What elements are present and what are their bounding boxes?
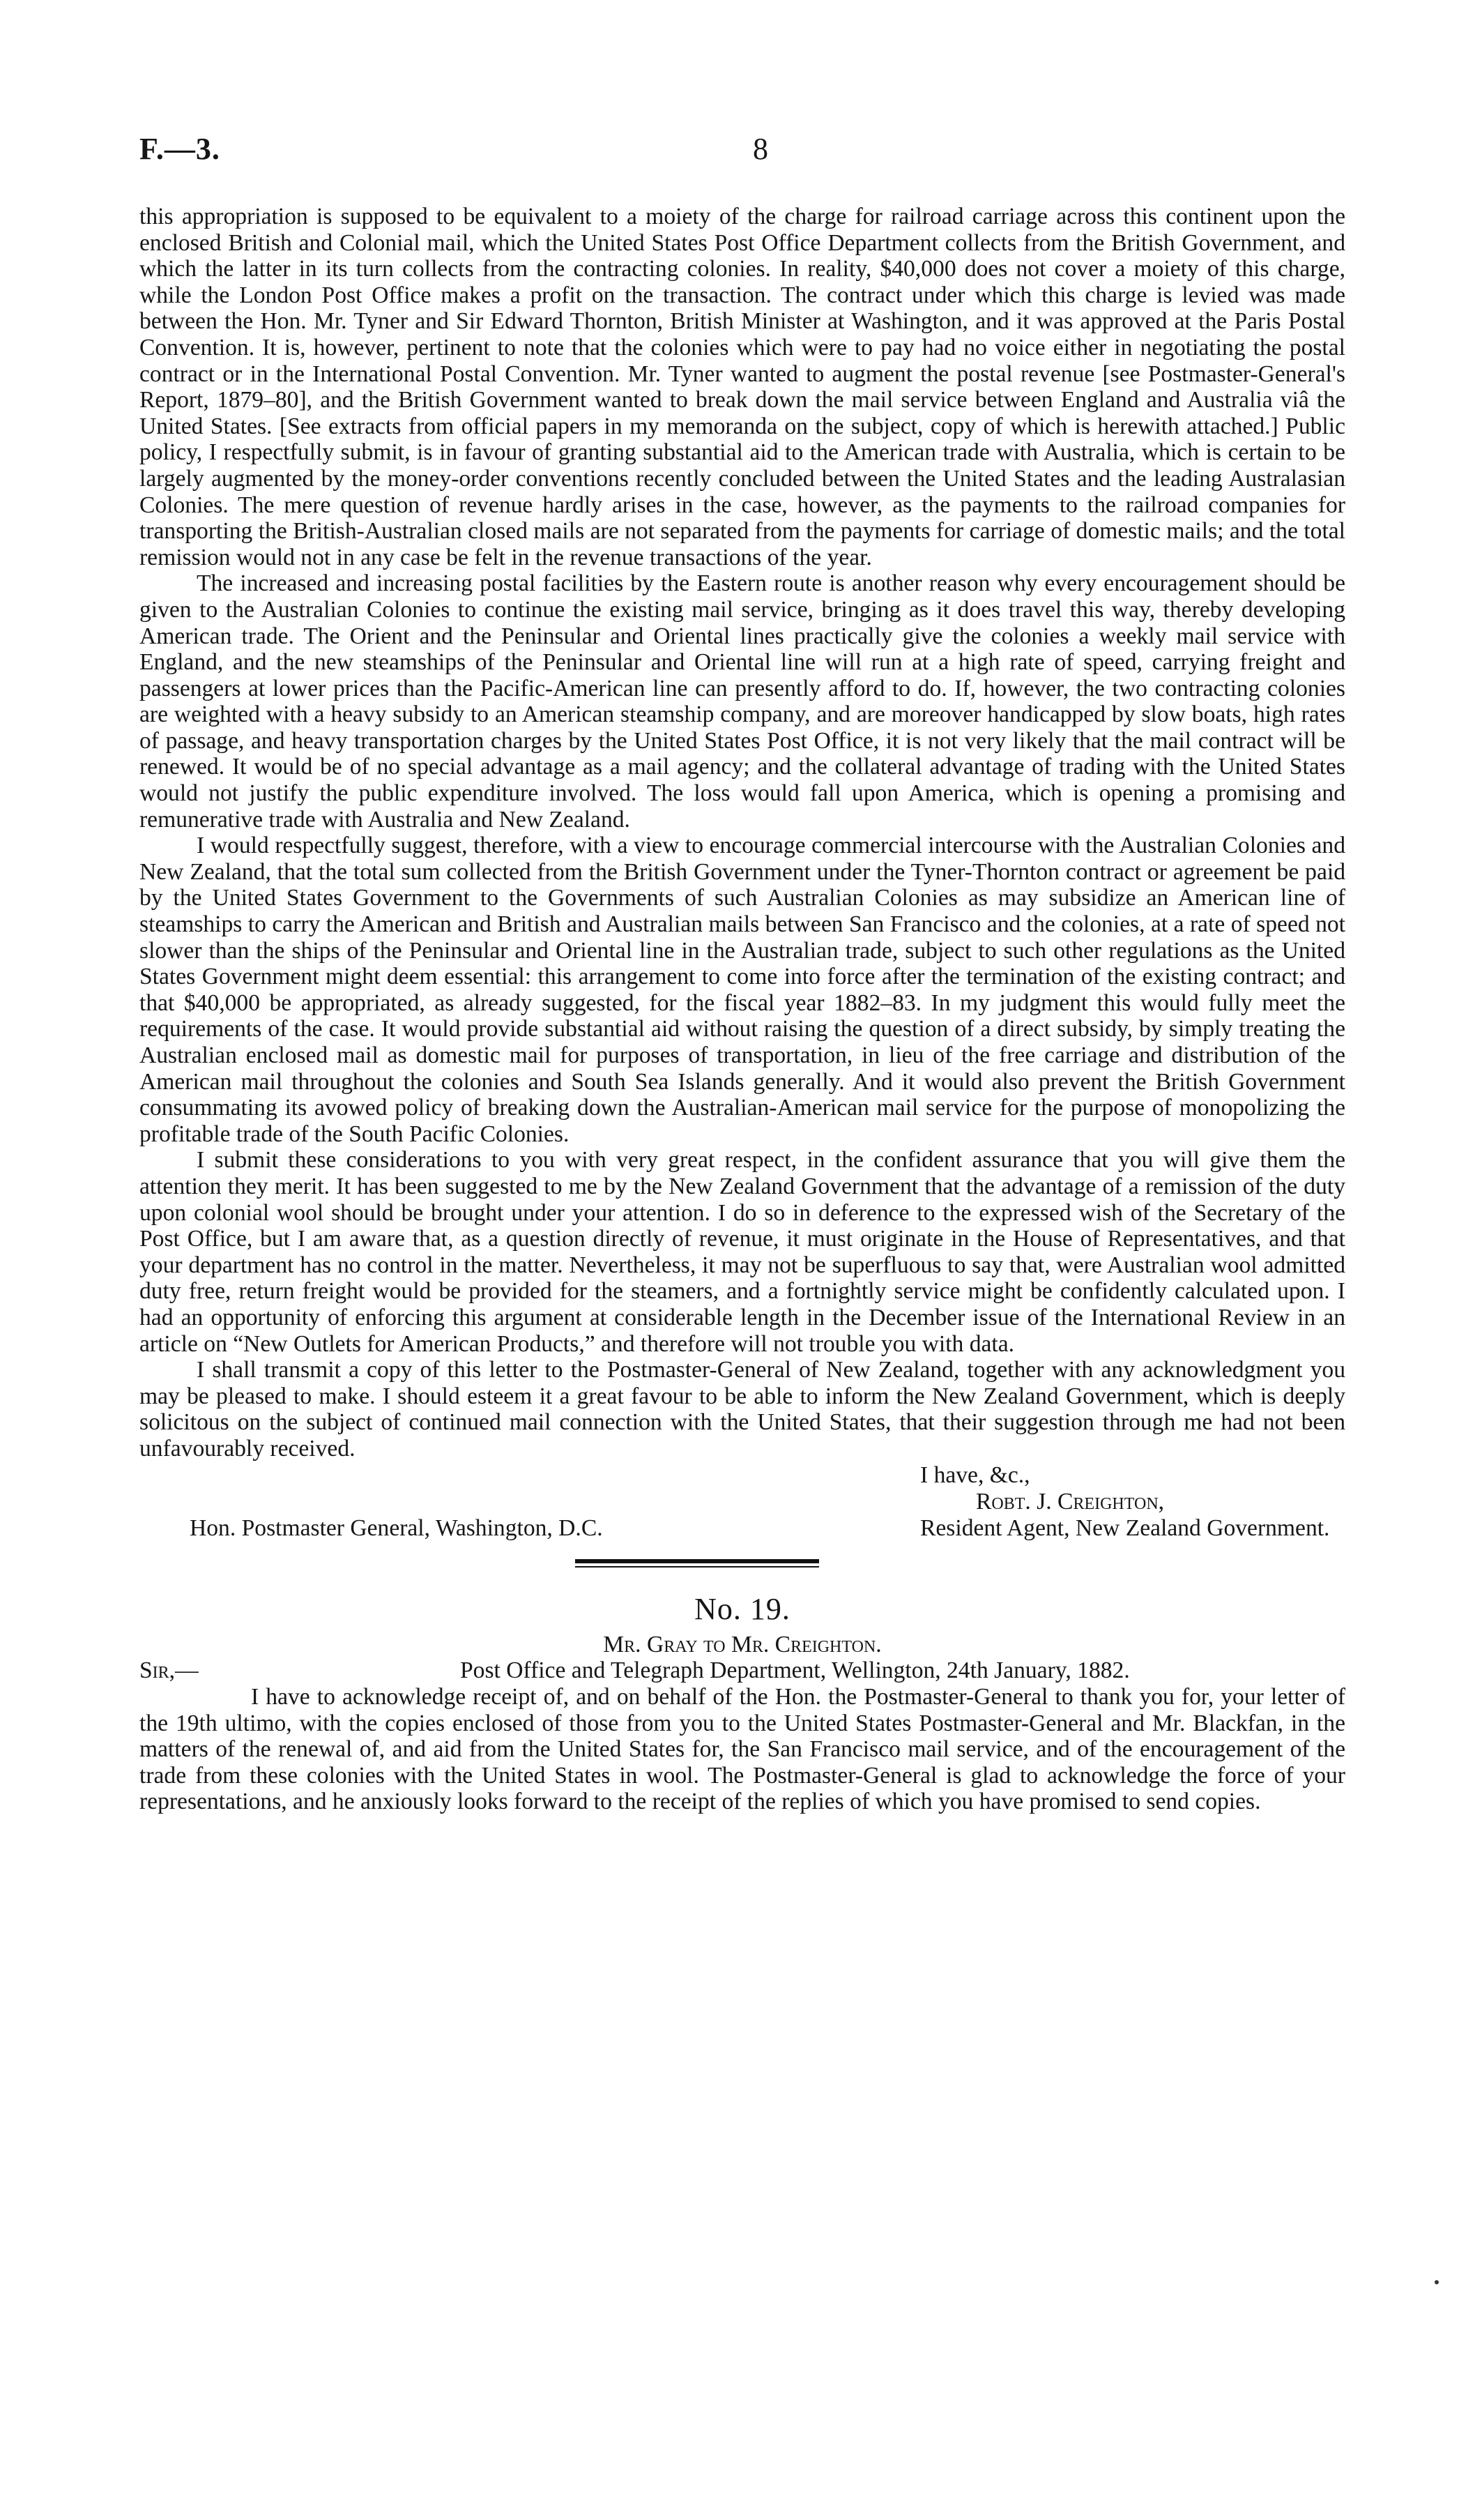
paragraph: this appropriation is supposed to be equivalent to a moiety of the charge for railroad carriage across this continent upon the enclosed British and Colonial mail, which the United States Post Office Department collects from the British Government, and which the latter in its turn collects from the contracting colonies. In reality, $40,000 does not cover a moiety of this charge, while the London Post Office makes a profit on the transaction. The contract under which this charge is levied was made between the Hon. Mr. Tyner and Sir Edward Thornton, British Minister at Washington, and it was approved at the Paris Postal Convention. It is, however, pertinent to note that the colonies which were to pay had no voice either in negotiating the postal contract or in the International Postal Convention. Mr. Tyner wanted to augment the postal revenue [see Postmaster-General's Report, 1879–80], and the British Government wanted to break down the mail service between England and Australia viâ the United States. [See extracts from official papers in my memoranda on the subject, copy of which is herewith attached.] Public policy, I respectfully submit, is in favour of granting substantial aid to the American trade with Australia, which is certain to be largely augmented by the money-order conventions recently concluded between the United States and the leading Australasian Colonies. The mere question of revenue hardly arises in the case, however, as the payments to the railroad companies for transporting the British-Australian closed mails are not separated from the payments for carriage of domestic mails; and the total remission would not in any case be felt in the revenue transactions of the year. — [139, 204, 1345, 570]
salutation-line — [139, 1657, 1345, 1684]
section-divider-thin — [575, 1566, 819, 1568]
page-code: F.—3. — [139, 132, 220, 166]
signer-title: Resident Agent, New Zealand Government. — [920, 1515, 1330, 1541]
letter-signoff — [139, 1462, 1345, 1541]
paragraph: I would respectfully suggest, therefore, with a view to encourage commercial intercourse with the Australian Colonies and New Zealand, that the total sum collected from the British Government under the Tyner-Thornton contract or agreement be paid by the United States Government to the Governments of such Australian Colonies as may subsidize an American line of steamships to carry the American and British and Australian mails between San Francisco and the colonies, at a rate of speed not slower than the ships of the Peninsular and Oriental line in the Australian trade, subject to such other regulations as the United States Government might deem essential: this arrangement to come into force after the termination of the existing contract; and that $40,000 be appropriated, as already suggested, for the fiscal year 1882–83. In my judgment this would fully meet the requirements of the case. It would provide substantial aid without raising the question of a direct subsidy, by simply treating the Australian enclosed mail as domestic mail for purposes of transportation, in lieu of the free carriage and distribution of the American mail throughout the colonies and South Sea Islands generally. And it would also prevent the British Government consummating its avowed policy of breaking down the Australian-American mail service for the purpose of monopolizing the profitable trade of the South Pacific Colonies. — [139, 833, 1345, 1147]
salutation: Sir,— — [139, 1657, 199, 1684]
paragraph: I shall transmit a copy of this letter to the Postmaster-General of New Zealand, together with any acknowledgment you may be pleased to make. I should esteem it a great favour to be able to inform the New Zealand Government, which is deeply solicitous on the subject of continued mail connection with the United States, that their suggestion through me had not been unfavourably received. — [139, 1357, 1345, 1462]
page-number: 8 — [753, 132, 768, 166]
page-header — [139, 131, 1345, 173]
section-divider — [575, 1559, 819, 1563]
signer-name: Robt. J. Creighton, — [976, 1488, 1165, 1515]
paragraph: I submit these considerations to you with very great respect, in the confident assurance that you will give them the attention they merit. It has been suggested to me by the New Zealand Government that the advantage of a remission of the duty upon colonial wool should be brought under your attention. I do so in deference to the expressed wish of the Secretary of the Post Office, but I am aware that, as a question directly of revenue, it must originate in the House of Representatives, and that your department has no control in the matter. Nevertheless, it may not be superfluous to say that, were Australian wool admitted duty free, return freight would be provided for the steamers, and a fortnightly service might be confidently calculated upon. I had an opportunity of enforcing this argument at considerable length in the December issue of the International Review in an article on “New Outlets for American Products,” and therefore will not trouble you with data. — [139, 1147, 1345, 1357]
page-speck — [1435, 2280, 1439, 2284]
body-text — [139, 204, 1345, 1815]
closing-line: I have, &c., — [920, 1462, 1030, 1488]
addressee: Hon. Postmaster General, Washington, D.C. — [190, 1515, 603, 1541]
letter-body: I have to acknowledge receipt of, and on behalf of the Hon. the Postmaster-General to thank you for, your letter of the 19th ultimo, with the copies enclosed of those from you to the United States Postmaster-General and Mr. Blackfan, in the matters of the renewal of, and aid from the United States for, the San Francisco mail service, and of the encouragement of the trade from these colonies with the United States in wool. The Postmaster-General is glad to acknowledge the force of your representations, and he anxiously looks forward to the receipt of the replies of which you have promised to send copies. — [139, 1684, 1345, 1815]
paragraph: The increased and increasing postal facilities by the Eastern route is another reason why every encouragement should be given to the Australian Colonies to continue the existing mail service, bringing as it does travel this way, thereby developing American trade. The Orient and the Peninsular and Oriental lines practically give the colonies a weekly mail service with England, and the new steamships of the Peninsular and Oriental line will run at a high rate of speed, carrying freight and passengers at lower prices than the Pacific-American line can presently afford to do. If, however, the two contracting colonies are weighted with a heavy subsidy to an American steamship company, and are moreover handicapped by slow boats, high rates of passage, and heavy transportation charges by the United States Post Office, it is not very likely that the mail contract will be renewed. It would be of no special advantage as a mail agency; and the collateral advantage of trading with the United States would not justify the public expenditure involved. The loss would fall upon America, which is opening a promising and remunerative trade with Australia and New Zealand. — [139, 570, 1345, 833]
dateline: Post Office and Telegraph Department, Wellington, 24th January, 1882. — [460, 1657, 1130, 1684]
section-subtitle: Mr. Gray to Mr. Creighton. — [603, 1631, 882, 1657]
section-number: No. 19. — [694, 1591, 790, 1626]
